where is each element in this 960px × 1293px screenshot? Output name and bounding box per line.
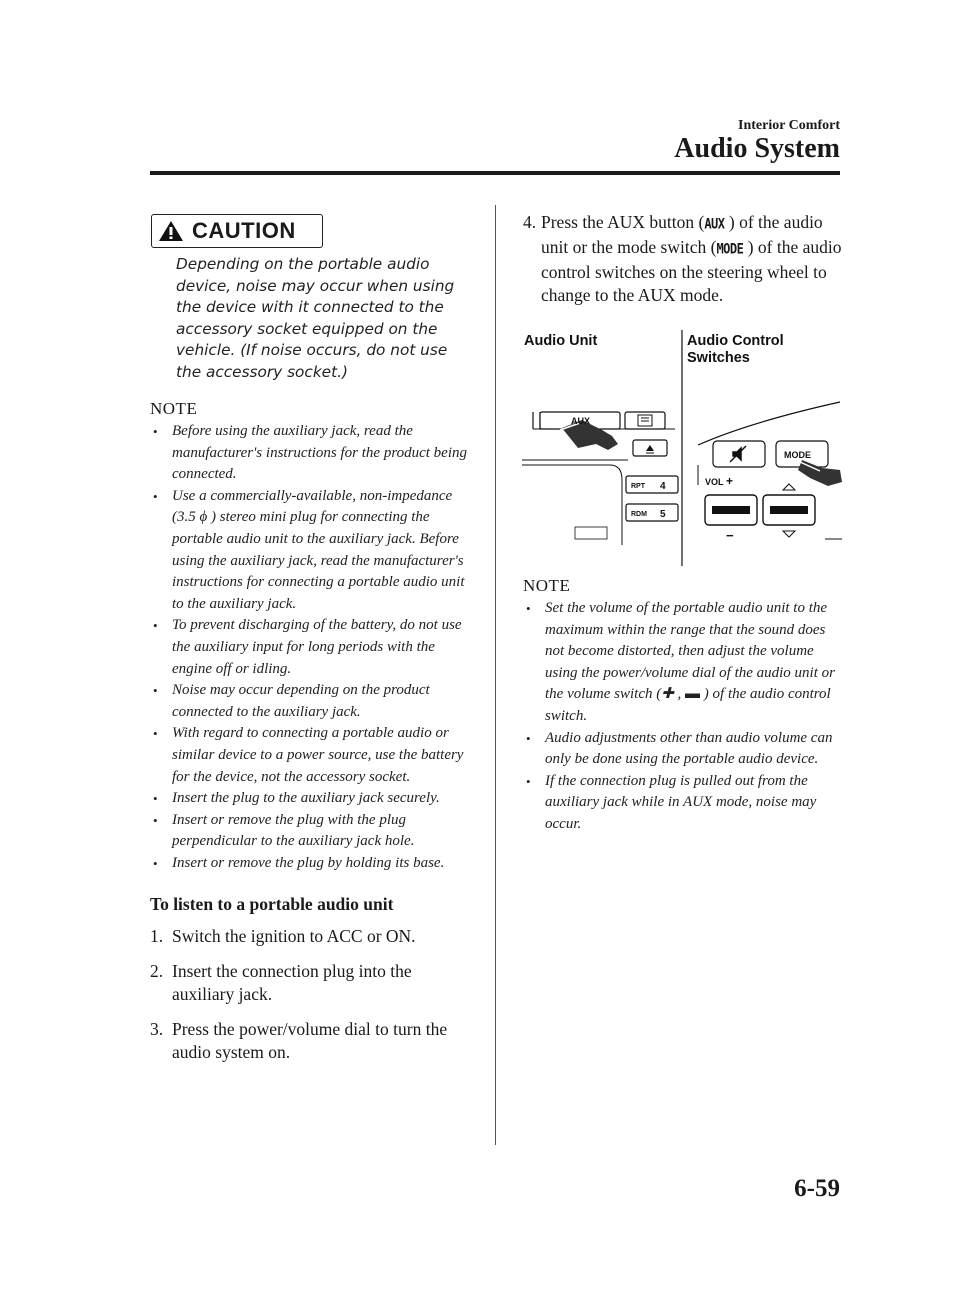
warning-triangle-icon bbox=[158, 220, 184, 242]
vol-minus-label: − bbox=[726, 528, 734, 543]
note-item: • To prevent discharging of the battery, do not use the auxiliary input for long periods with the engine off or idling. bbox=[150, 615, 470, 680]
figure-drawing bbox=[500, 330, 845, 570]
note-item: • Audio adjustments other than audio volume can only be done using the portable audio device. bbox=[523, 728, 841, 771]
note-item: • With regard to connecting a portable audio or similar device to a power source, use the battery for the device, not the accessory socket. bbox=[150, 723, 470, 788]
aux-button-glyph: AUX bbox=[704, 215, 725, 232]
label-line: Audio Control bbox=[687, 333, 784, 349]
audio-controls-figure bbox=[500, 330, 845, 570]
aux-button-label: AUX bbox=[571, 416, 591, 426]
step-text: Insert the connection plug into the auxiliary jack. bbox=[172, 961, 412, 1005]
right-column bbox=[523, 211, 843, 307]
page-number: 6-59 bbox=[794, 1175, 840, 1202]
vol-plus-label: + bbox=[726, 474, 734, 488]
note-item: • Insert the plug to the auxiliary jack securely. bbox=[150, 788, 470, 810]
header-rule bbox=[150, 171, 840, 175]
column-divider bbox=[495, 205, 496, 1145]
rpt-button-label: RPT bbox=[631, 483, 645, 490]
note-list bbox=[150, 421, 470, 874]
step-item bbox=[150, 925, 470, 948]
note-item: • Noise may occur depending on the product connected to the auxiliary jack. bbox=[150, 680, 470, 723]
note-title: NOTE bbox=[523, 576, 571, 595]
caution-text: Depending on the portable audio device, noise may occur when using the device with it connected to the accessory socket equipped on the vehicle. (If noise occurs, do not use the accessory socket.) bbox=[176, 255, 455, 381]
rdm-button-number: 5 bbox=[660, 509, 666, 520]
page-title: Audio System bbox=[674, 133, 840, 164]
note-list bbox=[523, 598, 841, 836]
step-item bbox=[523, 211, 843, 307]
note-item: • Before using the auxiliary jack, read the manufacturer's instructions for the product being connected. bbox=[150, 421, 470, 486]
step-text: Press the power/volume dial to turn the audio system on. bbox=[172, 1019, 448, 1063]
caution-label: CAUTION bbox=[192, 218, 296, 243]
note-item: • Insert or remove the plug with the plug perpendicular to the auxiliary jack hole. bbox=[150, 810, 470, 853]
step-number: 2. bbox=[150, 961, 164, 982]
step-text-part: ) of the audio unit or the mode switch ( bbox=[541, 212, 823, 257]
note-item: • Use a commercially-available, non-impedance (3.5 ϕ ) stereo mini plug for connecting the portable audio unit to the auxiliary jack. Before using the auxiliary jack, read the manufacturer's instructions for connecting a portable audio unit to the auxiliary jack. bbox=[150, 486, 470, 616]
step-number: 4. bbox=[523, 212, 537, 232]
step-number: 1. bbox=[150, 926, 164, 947]
label-line: Switches bbox=[687, 350, 750, 366]
mode-button-label: MODE bbox=[784, 450, 811, 460]
vol-label: VOL bbox=[705, 477, 724, 487]
step-text-part: ) of the audio control switches on the steering wheel to change to the AUX mode. bbox=[541, 237, 842, 305]
caution-box bbox=[151, 214, 323, 248]
note-item: • If the connection plug is pulled out from the auxiliary jack while in AUX mode, noise may occur. bbox=[523, 771, 841, 836]
left-column bbox=[150, 214, 470, 1076]
rpt-button-number: 4 bbox=[660, 481, 666, 492]
note-item: • Insert or remove the plug by holding its base. bbox=[150, 853, 470, 875]
step-text-part: Press the AUX button ( bbox=[541, 212, 705, 232]
section-heading: To listen to a portable audio unit bbox=[150, 894, 394, 915]
step-text: Switch the ignition to ACC or ON. bbox=[172, 926, 416, 947]
note-section bbox=[523, 576, 841, 836]
step-item bbox=[150, 1018, 470, 1064]
step-list bbox=[150, 925, 470, 1064]
step-number: 3. bbox=[150, 1019, 164, 1040]
section-label: Interior Comfort bbox=[738, 118, 840, 133]
note-item: • Set the volume of the portable audio unit to the maximum within the range that the sound does not become distorted, then adjust the volume using the power/volume dial of the audio unit or the volume switch (✚ , ▬ ) of the audio control switch. bbox=[523, 598, 841, 728]
step-item bbox=[150, 960, 470, 1006]
rdm-button-label: RDM bbox=[631, 511, 647, 518]
note-title: NOTE bbox=[150, 399, 198, 418]
audio-unit-label: Audio Unit bbox=[524, 333, 598, 349]
mode-switch-glyph: MODE bbox=[716, 240, 744, 257]
